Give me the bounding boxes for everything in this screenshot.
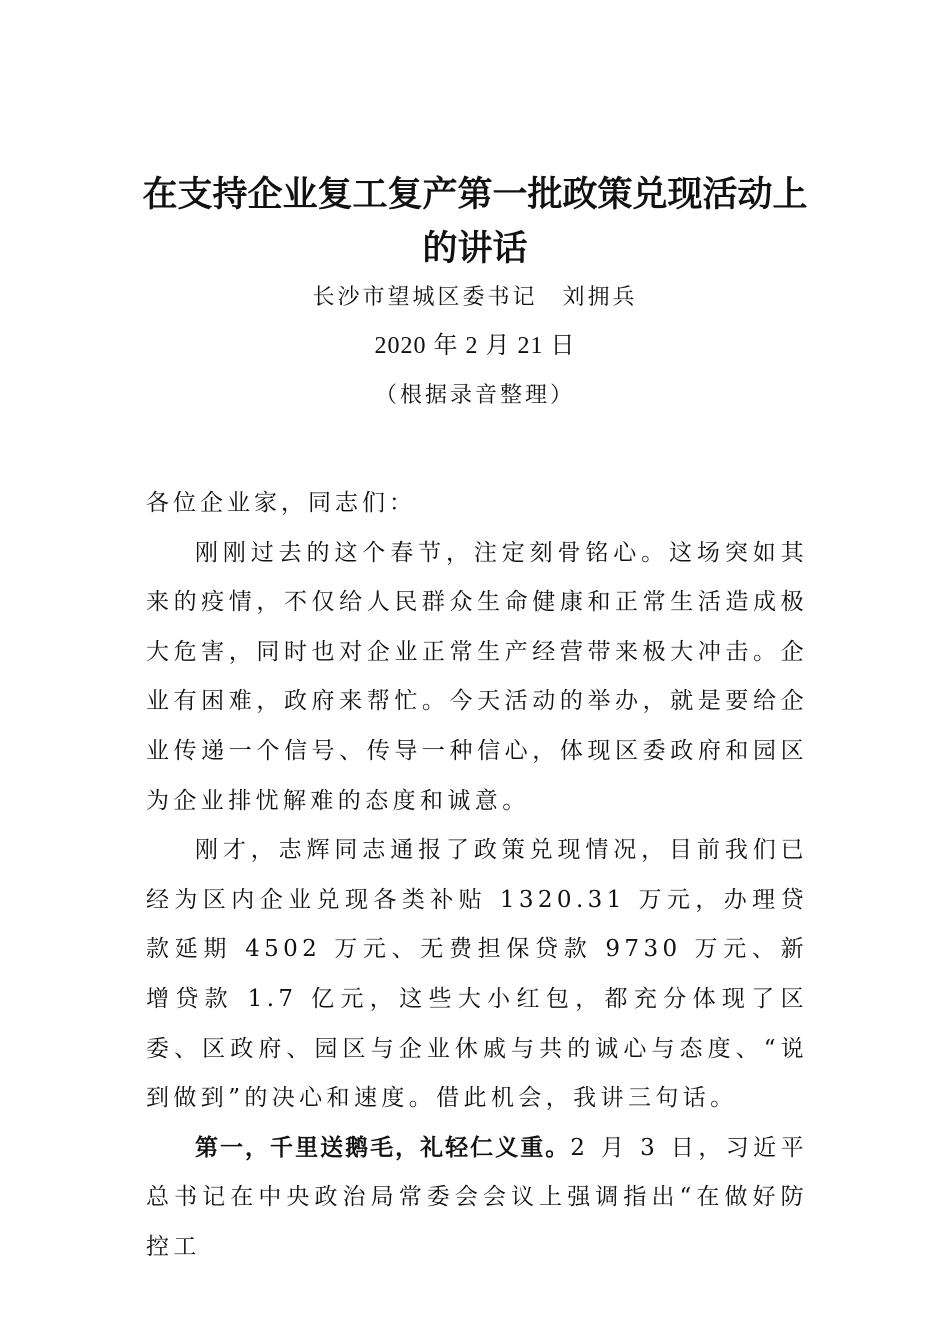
body-text	[146, 479, 808, 1273]
paragraph-3-text: 2 月 3 日，习近平总书记在中央政治局常委会会议上强调指出“在做好防控工	[146, 1134, 809, 1260]
paragraph-1: 刚刚过去的这个春节，注定刻骨铭心。这场突如其来的疫情，不仅给人民群众生命健康和正常生活造成极大危害，同时也对企业正常生产经营带来极大冲击。企业有困难，政府来帮忙。今天活动的举办，就是要给企业传递一个信号、传导一种信心，体现区委政府和园区为企业排忧解难的态度和诚意。	[146, 539, 808, 814]
title-block	[140, 168, 810, 276]
paragraph-2: 刚才，志辉同志通报了政策兑现情况，目前我们已经为区内企业兑现各类补贴 1320.31 万元，办理贷款延期 4502 万元、无费担保贷款 9730 万元、新增贷款 1.7 亿元，这些大小红包，都充分体现了区委、区政府、园区与企业休戚与共的诚心与态度、“说到做到”的决心和速度。借此机会，我讲三句话。	[146, 837, 808, 1112]
paragraph-3-lead: 第一，千里送鹅毛，礼轻仁义重。	[195, 1134, 571, 1161]
paragraph-3	[146, 1124, 808, 1273]
salutation: 各位企业家，同志们：	[146, 490, 416, 516]
author-line: 长沙市望城区委书记 刘拥兵	[312, 285, 638, 310]
transcript-note: （根据录音整理）	[374, 383, 575, 408]
document-title: 在支持企业复工复产第一批政策兑现活动上的讲话	[142, 174, 808, 269]
date-line: 2020 年 2 月 21 日	[374, 333, 576, 359]
